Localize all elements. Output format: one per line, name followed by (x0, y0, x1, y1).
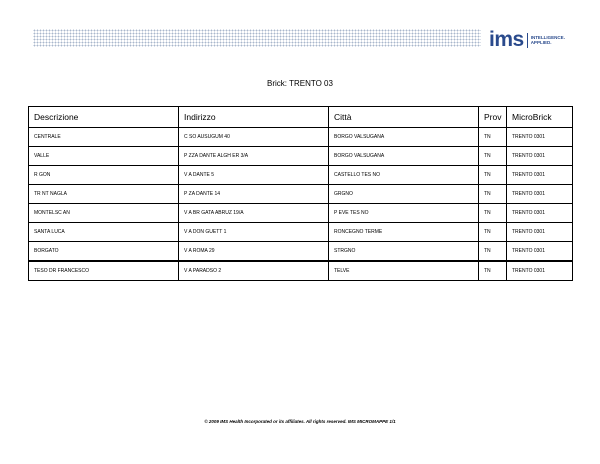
cell-prov: TN (479, 242, 507, 262)
cell-citta: RONCEGNO TERME (329, 223, 479, 242)
copyright-footer: © 2009 IMS Health Incorporated or its affiliates. All rights reserved. IMS MICROMAPPE 1/1 (204, 419, 396, 424)
column-header-microbrick: MicroBrick (507, 107, 573, 128)
column-header-citta: Città (329, 107, 479, 128)
cell-prov: TN (479, 261, 507, 281)
column-header-indirizzo: Indirizzo (179, 107, 329, 128)
table-row (29, 223, 573, 242)
logo-tagline-line1: INTELLIGENCE. (530, 34, 565, 40)
cell-microbrick: TRENTO 0301 (507, 185, 573, 204)
table-row (29, 204, 573, 223)
column-header-descrizione: Descrizione (29, 107, 179, 128)
cell-indirizzo: V A ROMA 29 (179, 242, 329, 262)
brick-table (28, 106, 573, 281)
cell-citta: TELVE (329, 261, 479, 281)
cell-indirizzo: P ZZA DANTE ALGH ER 3/A (179, 147, 329, 166)
table-row (29, 242, 573, 262)
cell-citta: BORGO VALSUGANA (329, 147, 479, 166)
cell-prov: TN (479, 204, 507, 223)
page-title: Brick: TRENTO 03 (267, 79, 333, 88)
cell-citta: STRGNO (329, 242, 479, 262)
cell-descrizione: CENTRALE (29, 128, 179, 147)
cell-citta: P EVE TES NO (329, 204, 479, 223)
header-dot-pattern (33, 29, 481, 47)
cell-indirizzo: C SO AUSUGUM 40 (179, 128, 329, 147)
cell-microbrick: TRENTO 0301 (507, 242, 573, 262)
table-row (29, 166, 573, 185)
cell-citta: BORGO VALSUGANA (329, 128, 479, 147)
cell-descrizione: TR NT NAGLA (29, 185, 179, 204)
cell-indirizzo: V A DON GUETT 1 (179, 223, 329, 242)
cell-microbrick: TRENTO 0301 (507, 261, 573, 281)
table-header-row (29, 107, 573, 128)
cell-microbrick: TRENTO 0301 (507, 128, 573, 147)
table-row (29, 147, 573, 166)
cell-citta: GRGNO (329, 185, 479, 204)
cell-prov: TN (479, 147, 507, 166)
cell-descrizione: MONTELSC AN (29, 204, 179, 223)
logo-tagline-line2: APPLIED. (530, 40, 552, 45)
ims-logo (489, 30, 565, 50)
cell-indirizzo: V A PARADSO 2 (179, 261, 329, 281)
logo-tagline (531, 35, 565, 46)
cell-descrizione: VALLE (29, 147, 179, 166)
table-row (29, 185, 573, 204)
cell-citta: CASTELLO TES NO (329, 166, 479, 185)
table-row (29, 128, 573, 147)
cell-indirizzo: P ZA DANTE 14 (179, 185, 329, 204)
logo-wordmark: ims (489, 28, 524, 51)
cell-prov: TN (479, 185, 507, 204)
cell-indirizzo: V A BR GATA ABRUZ 19/A (179, 204, 329, 223)
table-row (29, 261, 573, 281)
cell-prov: TN (479, 166, 507, 185)
cell-descrizione: R GON (29, 166, 179, 185)
logo-divider (527, 33, 528, 48)
cell-prov: TN (479, 223, 507, 242)
cell-microbrick: TRENTO 0301 (507, 223, 573, 242)
cell-indirizzo: V A DANTE 5 (179, 166, 329, 185)
cell-descrizione: BORGATO (29, 242, 179, 262)
cell-descrizione: SANTA LUCA (29, 223, 179, 242)
cell-microbrick: TRENTO 0301 (507, 147, 573, 166)
cell-microbrick: TRENTO 0301 (507, 204, 573, 223)
cell-descrizione: TESO DR FRANCESCO (29, 261, 179, 281)
cell-microbrick: TRENTO 0301 (507, 166, 573, 185)
column-header-prov: Prov (479, 107, 507, 128)
cell-prov: TN (479, 128, 507, 147)
